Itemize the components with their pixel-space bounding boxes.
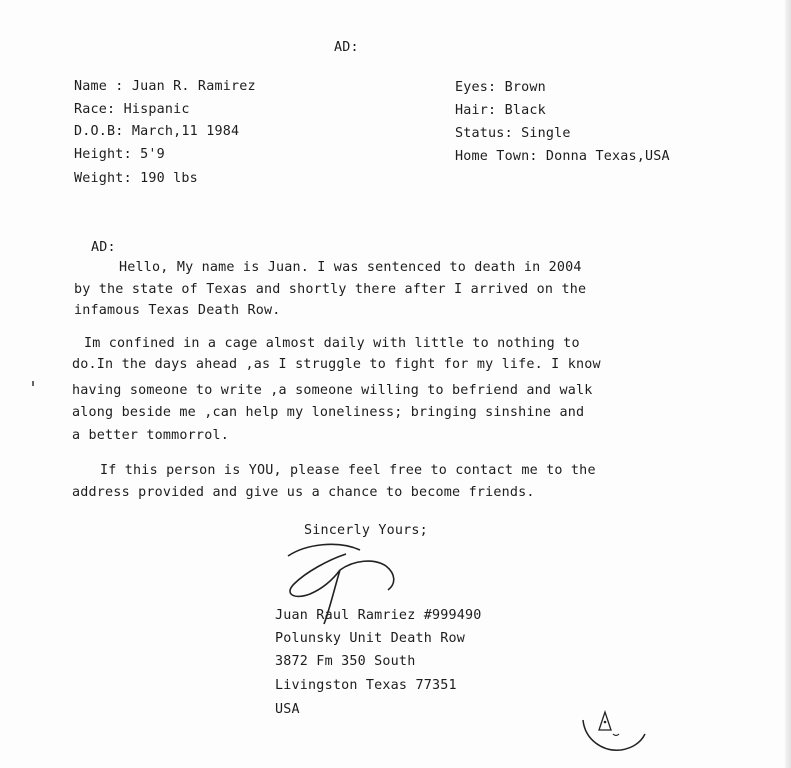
body-line: address provided and give us a chance to become friends. — [72, 485, 535, 500]
header-ad-label: AD: — [334, 40, 359, 55]
profile-hair: Hair: Black — [455, 103, 546, 118]
body-ad-label: AD: — [91, 240, 116, 255]
body-line: Hello, My name is Juan. I was sentenced to death in 2004 — [119, 260, 582, 275]
body-line: by the state of Texas and shortly there after I arrived on the — [74, 282, 587, 297]
address-line: Livingston Texas 77351 — [275, 678, 457, 693]
profile-race: Race: Hispanic — [74, 102, 190, 117]
scan-speck — [32, 381, 34, 386]
profile-height: Height: 5'9 — [74, 147, 165, 162]
body-line: along beside me ,can help my loneliness; bringing sinshine and — [72, 405, 585, 420]
closing-salutation: Sincerly Yours; — [304, 523, 428, 538]
body-line: infamous Texas Death Row. — [74, 303, 281, 318]
profile-name: Name : Juan R. Ramirez — [74, 79, 256, 94]
body-line: having someone to write ,a someone willing to befriend and walk — [72, 383, 593, 398]
address-line: USA — [275, 702, 300, 717]
smiley-doodle-icon — [575, 700, 650, 760]
profile-weight: Weight: 190 lbs — [74, 171, 198, 186]
profile-dob: D.O.B: March,11 1984 — [74, 124, 240, 139]
address-line: Juan Raul Ramriez #999490 — [275, 608, 482, 623]
address-line: 3872 Fm 350 South — [275, 654, 416, 669]
body-line: do.In the days ahead ,as I struggle to fight for my life. I know — [72, 357, 601, 372]
address-line: Polunsky Unit Death Row — [275, 631, 466, 646]
body-line: a better tommorrol. — [72, 428, 229, 443]
body-line: If this person is YOU, please feel free to contact me to the — [100, 463, 596, 478]
paper-edge — [785, 0, 791, 768]
body-line: Im confined in a cage almost daily with little to nothing to — [84, 336, 580, 351]
profile-status: Status: Single — [455, 126, 571, 141]
profile-hometown: Home Town: Donna Texas,USA — [455, 149, 670, 164]
profile-eyes: Eyes: Brown — [455, 80, 546, 95]
